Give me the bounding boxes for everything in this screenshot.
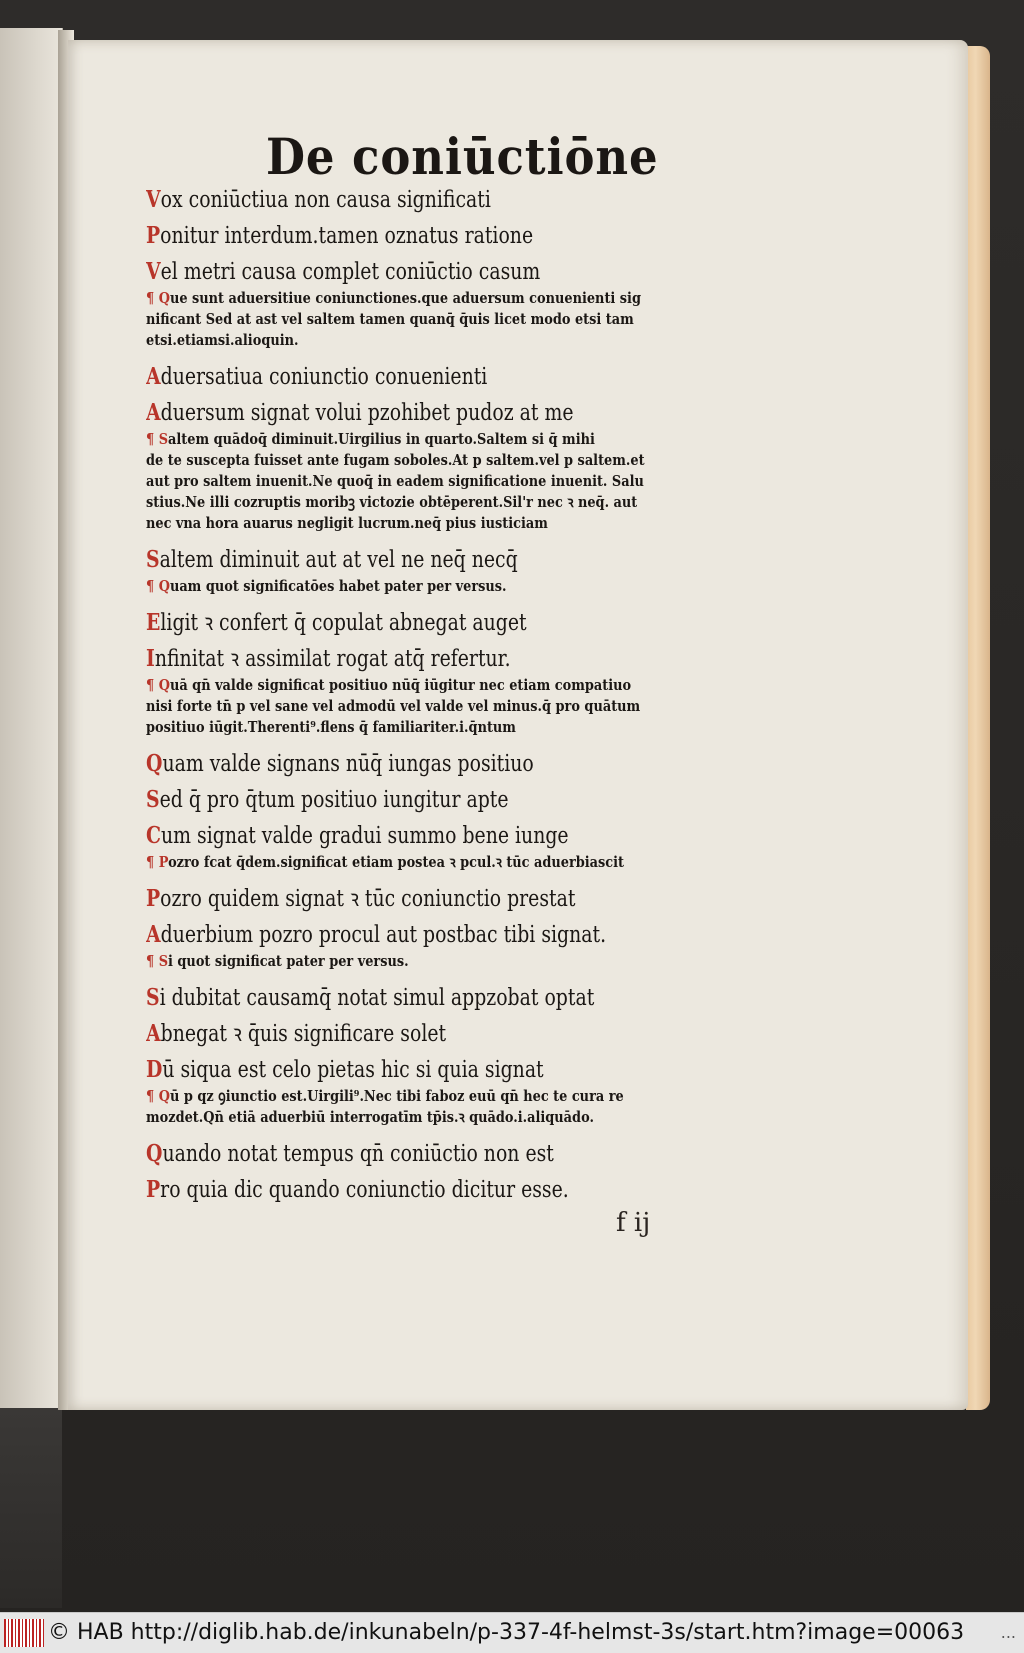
rubricated-initial: ¶ S	[146, 952, 169, 970]
line-text: duersatiua coniunctio conuenienti	[160, 364, 488, 390]
rubricated-initial: S	[146, 786, 160, 813]
gloss-line	[146, 1086, 624, 1106]
gloss-line	[146, 330, 298, 350]
rubricated-initial: ¶ Q	[146, 289, 170, 307]
facing-page-edge	[0, 28, 63, 1408]
rubricated-initial: ¶ Q	[146, 577, 170, 595]
rubricated-initial: S	[146, 546, 160, 573]
rubricated-initial: E	[146, 609, 161, 636]
line-text: onitur interdum.tamen oznatus ratione	[160, 223, 534, 249]
gloss-line	[146, 576, 507, 596]
rubricated-initial: Q	[146, 750, 163, 777]
line-text: uā qn̄ valde significat positiuo nūq̄ iūgitur nec etiam compatiuo	[169, 676, 632, 694]
verse-line	[146, 184, 491, 216]
verse-line	[146, 1054, 544, 1086]
rubricated-initial: I	[146, 645, 155, 672]
rubricated-initial: A	[146, 363, 161, 390]
more-icon[interactable]: ...	[1000, 1623, 1016, 1642]
gloss-line	[146, 471, 644, 491]
rubricated-initial: D	[146, 1056, 163, 1083]
gloss-line	[146, 309, 634, 329]
rubricated-initial: Q	[146, 1140, 163, 1167]
verse-line	[146, 919, 606, 951]
line-text: altem diminuit aut at vel ne neq̄ necq̄	[159, 547, 518, 573]
facing-page-cover	[0, 1408, 62, 1608]
verse-line	[146, 1138, 554, 1170]
line-text: ozro fcat q̄dem.significat etiam postea ꝛ pcul.ꝛ tūc aduerbiascit	[168, 853, 625, 871]
gloss-line	[146, 513, 548, 533]
line-text: mozdet.Qn̄ etiā aduerbiū interrogatīm tp̄is.ꝛ quādo.i.aliquādo.	[146, 1108, 594, 1126]
rubricated-initial: C	[146, 822, 162, 849]
gloss-line	[146, 675, 631, 695]
hab-logo-icon	[4, 1619, 44, 1647]
verse-line	[146, 748, 534, 780]
rubricated-initial: ¶ Q	[146, 1087, 170, 1105]
verse-line	[146, 397, 574, 429]
line-text: nisi forte tn̄ p vel sane vel admodū vel valde vel minus.q̄ pro quātum	[146, 697, 641, 715]
line-text: ed q̄ pro q̄tum positiuo iungitur apte	[159, 787, 509, 813]
line-text: de te suscepta fuisset ante fugam soboles.At p saltem.vel p saltem.et	[146, 451, 645, 469]
verse-line	[146, 1174, 569, 1206]
gloss-line	[146, 450, 645, 470]
gloss-line	[146, 717, 516, 737]
line-text: nfinitat ꝛ assimilat rogat atq̄ refertur.	[154, 646, 511, 672]
verse-line	[146, 982, 594, 1014]
page-edge	[966, 46, 990, 1410]
line-text: nificant Sed at ast vel saltem tamen quanq̄ q̄uis licet modo etsi tam	[146, 310, 634, 328]
line-text: uam quot significatōes habet pater per versus.	[169, 577, 507, 595]
gloss-line	[146, 852, 624, 872]
verse-line	[146, 544, 518, 576]
rubricated-initial: S	[146, 984, 160, 1011]
line-text: ozro quidem signat ꝛ tūc coniunctio prestat	[160, 886, 576, 912]
line-text: bnegat ꝛ q̄uis significare solet	[160, 1021, 447, 1047]
verse-line	[146, 220, 533, 252]
line-text: i dubitat causamq̄ notat simul appzobat optat	[159, 985, 595, 1011]
rubricated-initial: P	[146, 1176, 161, 1203]
gloss-line	[146, 288, 641, 308]
line-text: ū siqua est celo pietas hic si quia signat	[162, 1057, 544, 1083]
verse-line	[146, 1018, 446, 1050]
line-text: ro quia dic quando coniunctio dicitur esse.	[160, 1177, 569, 1203]
line-text: ū p qz ꝯiunctio est.Uirgili⁹.Nec tibi faboz euū qn̄ hec te cura re	[169, 1087, 624, 1105]
text-block	[146, 112, 786, 1242]
rubricated-initial: A	[146, 399, 161, 426]
rubricated-initial: A	[146, 1020, 161, 1047]
verse-line	[146, 883, 575, 915]
line-text: duerbium pozro procul aut postbac tibi signat.	[160, 922, 607, 948]
rubricated-initial: ¶ P	[146, 853, 169, 871]
rubricated-initial: V	[146, 258, 161, 285]
verse-line	[146, 256, 540, 288]
footer-bar	[0, 1612, 1024, 1653]
line-text: positiuo iūgit.Therenti⁹.flens q̄ familiariter.i.q̄ntum	[146, 718, 516, 736]
line-text: ue sunt aduersitiue coniunctiones.que aduersum conuenienti sig	[169, 289, 641, 307]
rubricated-initial: P	[146, 885, 161, 912]
line-text: ligit ꝛ confert q̄ copulat abnegat auget	[160, 610, 527, 636]
rubricated-initial: ¶ Q	[146, 676, 170, 694]
verse-line	[146, 820, 569, 852]
gloss-line	[146, 951, 409, 971]
line-text: aut pro saltem inuenit.Ne quoq̄ in eadem significatione inuenit. Salu	[146, 472, 644, 490]
line-text: uam valde signans nūq̄ iungas positiuo	[162, 751, 534, 777]
page-heading: De coniūctiōne	[266, 127, 659, 186]
line-text: nec vna hora auarus negligit lucrum.neq̄ pius iusticiam	[146, 514, 548, 532]
verse-line	[146, 361, 487, 393]
line-text: el metri causa complet coniūctio casum	[160, 259, 541, 285]
rubricated-initial: ¶ S	[146, 430, 169, 448]
rubricated-initial: P	[146, 222, 161, 249]
gloss-line	[146, 429, 595, 449]
verse-line	[146, 643, 511, 675]
verse-line	[146, 784, 509, 816]
line-text: ox coniūctiua non causa significati	[160, 187, 491, 213]
line-text: etsi.etiamsi.alioquin.	[146, 331, 299, 349]
line-text: duersum signat volui pzohibet pudoz at me	[160, 400, 574, 426]
line-text: uando notat tempus qn̄ coniūctio non est	[162, 1141, 554, 1167]
line-text: um signat valde gradui summo bene iunge	[161, 823, 569, 849]
gloss-line	[146, 1107, 594, 1127]
line-text: altem quādoq̄ diminuit.Uirgilius in quarto.Saltem si q̄ mihi	[168, 430, 595, 448]
rubricated-initial: A	[146, 921, 161, 948]
gloss-line	[146, 492, 637, 512]
verse-line	[146, 607, 527, 639]
folio-signature: f ij	[616, 1208, 651, 1238]
line-text: i quot significat pater per versus.	[168, 952, 409, 970]
rubricated-initial: V	[146, 186, 161, 213]
gloss-line	[146, 696, 640, 716]
copyright-url[interactable]: © HAB http://diglib.hab.de/inkunabeln/p-337-4f-helmst-3s/start.htm?image=00063	[48, 1620, 965, 1645]
line-text: stius.Ne illi cozruptis moribꝫ victozie obtēperent.Sil'r nec ꝛ neq̄. aut	[146, 493, 638, 511]
